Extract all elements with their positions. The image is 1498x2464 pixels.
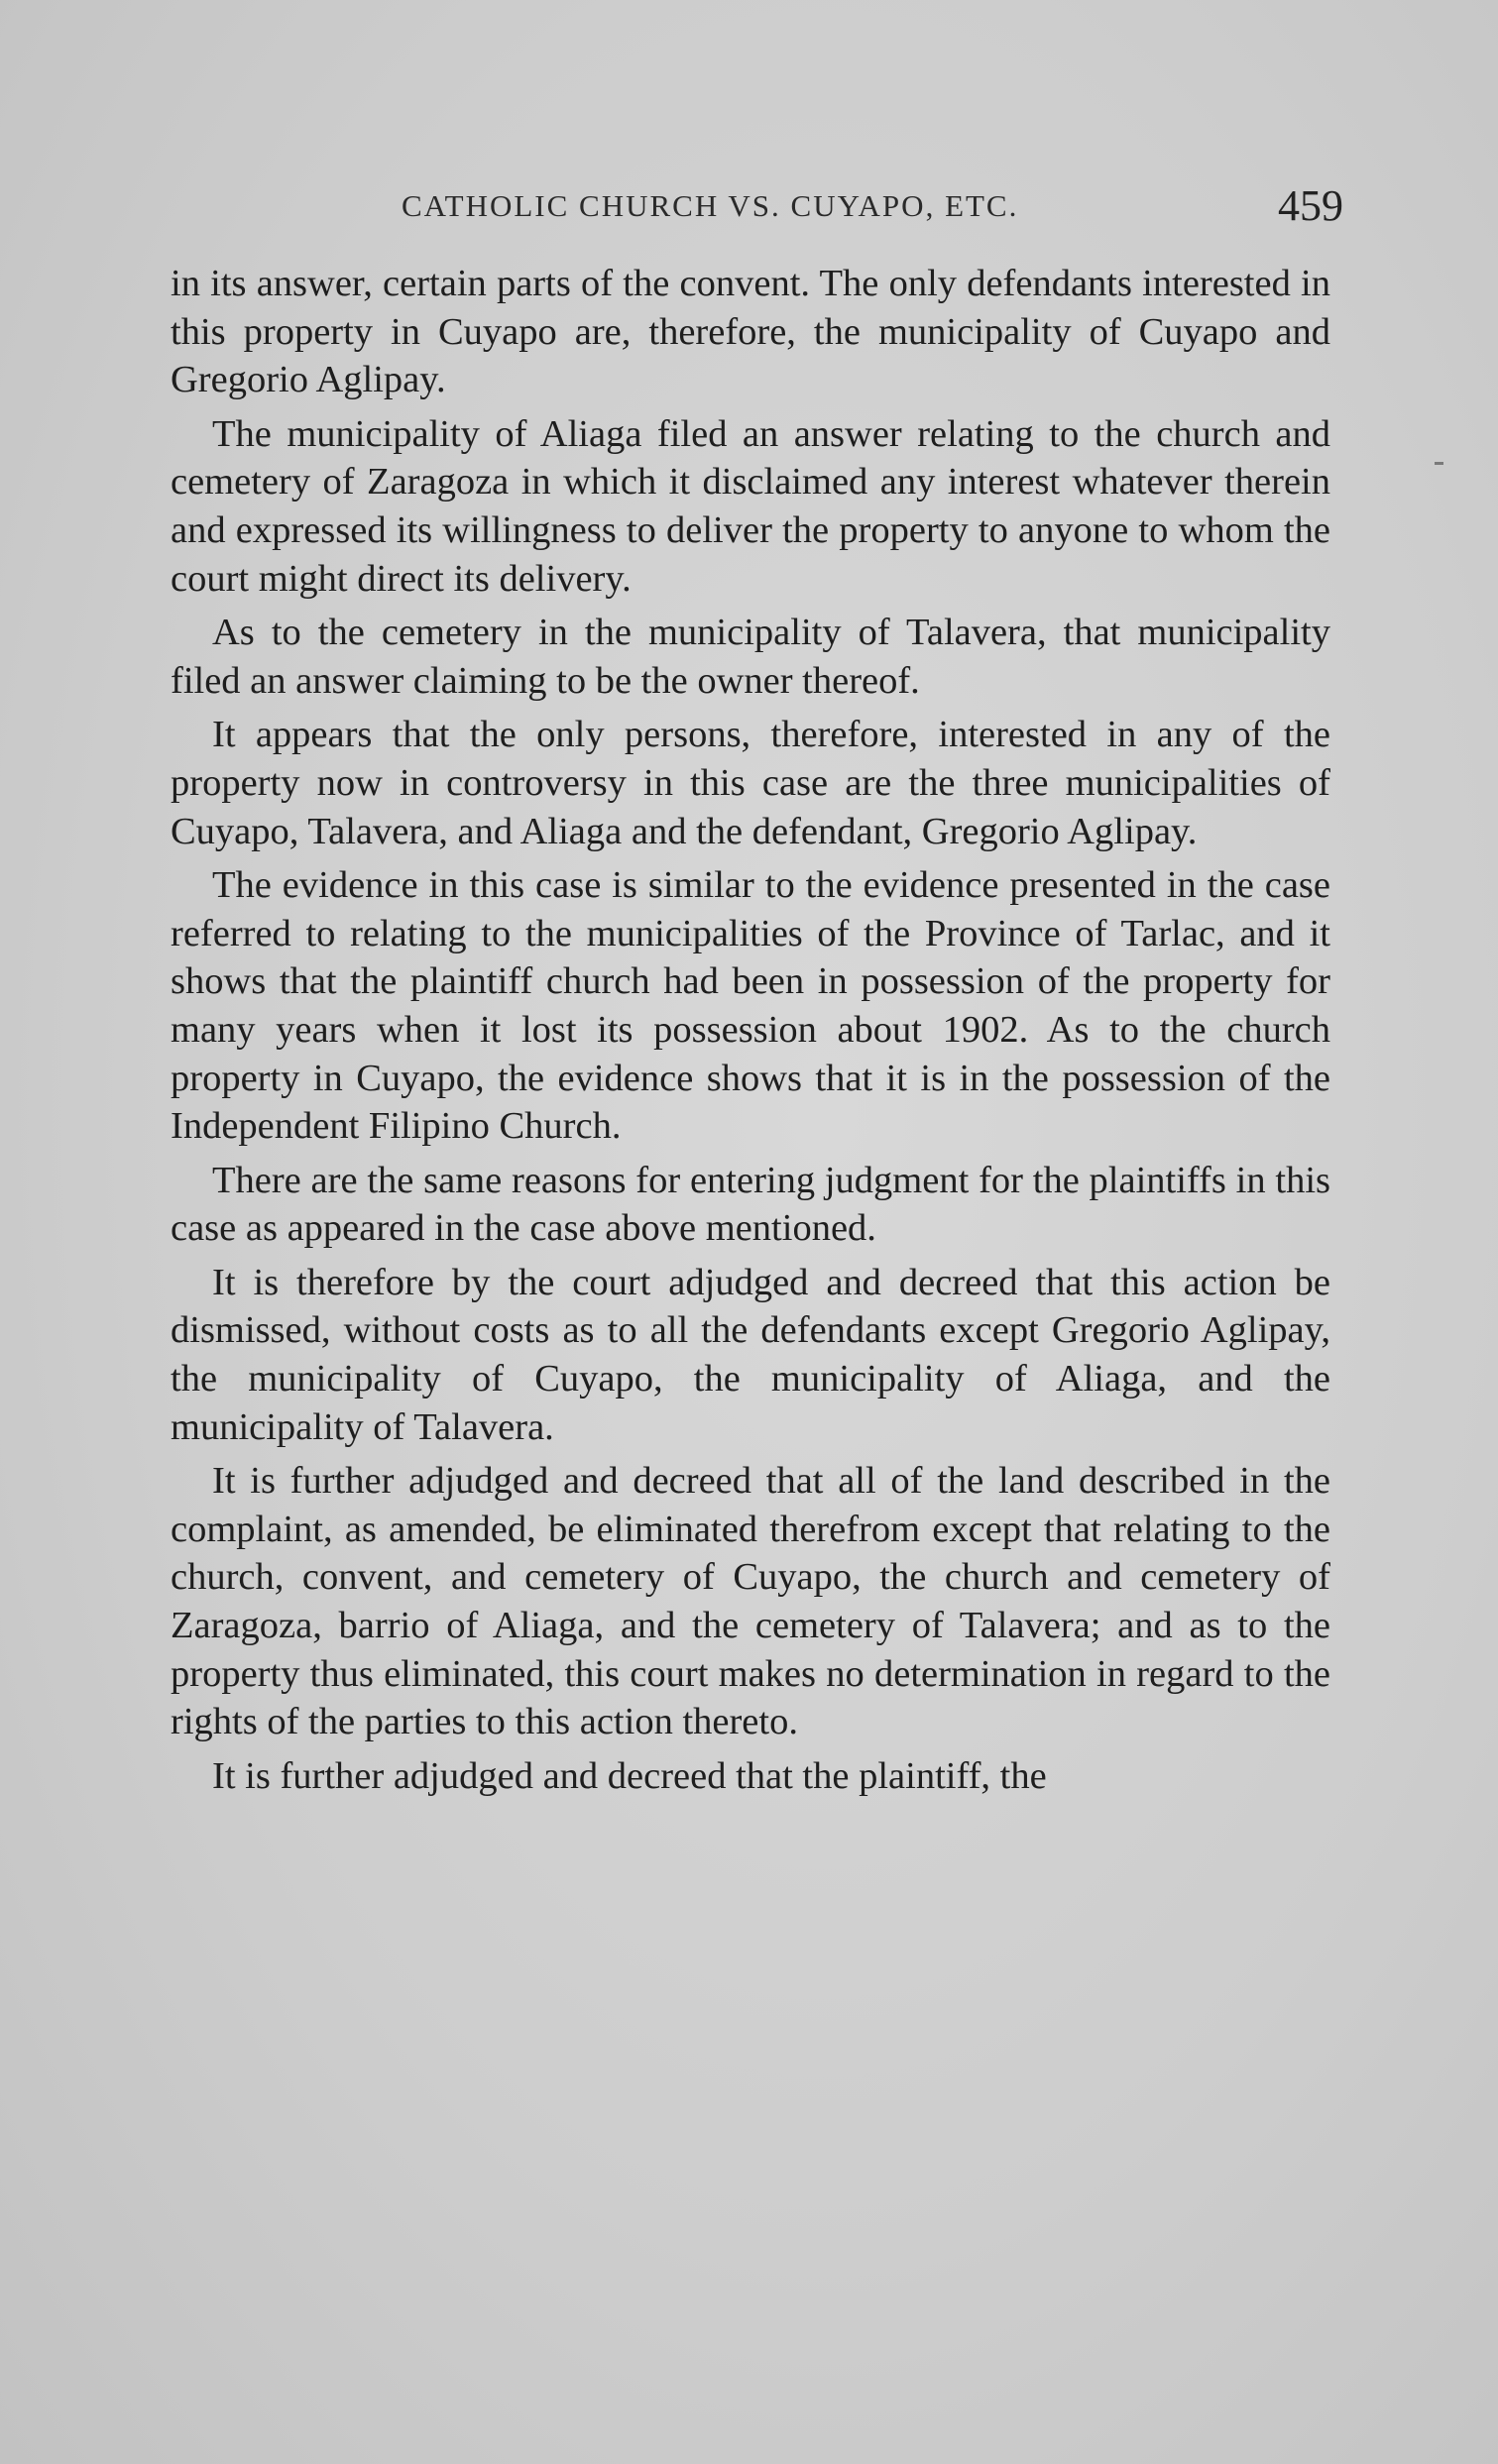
paragraph: The municipality of Aliaga filed an answer relating to the church and cemetery of Zaragoza in which it disclaimed any interest whatever therein and expressed its willingness to deliver the property to anyone to whom the court might direct its delivery.: [171, 412, 1330, 600]
paragraph: There are the same reasons for entering judgment for the plaintiffs in this case as appeared in the case above mentioned.: [171, 1159, 1330, 1250]
paragraph: It is therefore by the court adjudged and decreed that this action be dismissed, without costs as to all the defendants except Gregorio Aglipay, the municipality of Cuyapo, the municipality of Aliaga, and the municipality of Talavera.: [171, 1261, 1330, 1448]
paragraph: It is further adjudged and decreed that all of the land described in the complaint, as amended, be eliminated therefrom except that relating to the church, convent, and cemetery of Cuyapo, the church and cemetery of Zaragoza, barrio of Aliaga, and the cemetery of Talavera; and as to the property thus eliminated, this court makes no determination in regard to the rights of the parties to this action thereto.: [171, 1460, 1330, 1743]
page-number: 459: [1278, 181, 1343, 230]
paragraph: It is further adjudged and decreed that the plaintiff, the: [212, 1754, 1047, 1797]
paragraph: As to the cemetery in the municipality of Talavera, that municipality filed an answer claiming to be the owner thereof.: [171, 612, 1330, 702]
page-header: [178, 170, 1343, 250]
running-head: CATHOLIC CHURCH VS. CUYAPO, ETC.: [402, 188, 1019, 223]
margin-mark: [1435, 462, 1443, 465]
paragraph: It appears that the only persons, therefore, interested in any of the property now in controversy in this case are the three municipalities of Cuyapo, Talavera, and Aliaga and the defendant, Gregorio Aglipay.: [171, 714, 1330, 852]
body-text: [171, 260, 1330, 1806]
paragraph: in its answer, certain parts of the convent. The only defendants interested in this property in Cuyapo are, therefore, the municipality of Cuyapo and Gregorio Aglipay.: [171, 263, 1330, 401]
paragraph: The evidence in this case is similar to the evidence presented in the case referred to relating to the municipalities of the Province of Tarlac, and it shows that the plaintiff church had been in possession of the property for many years when it lost its possession about 1902. As to the church property in Cuyapo, the evidence shows that it is in the possession of the Independent Filipino Church.: [171, 864, 1330, 1148]
